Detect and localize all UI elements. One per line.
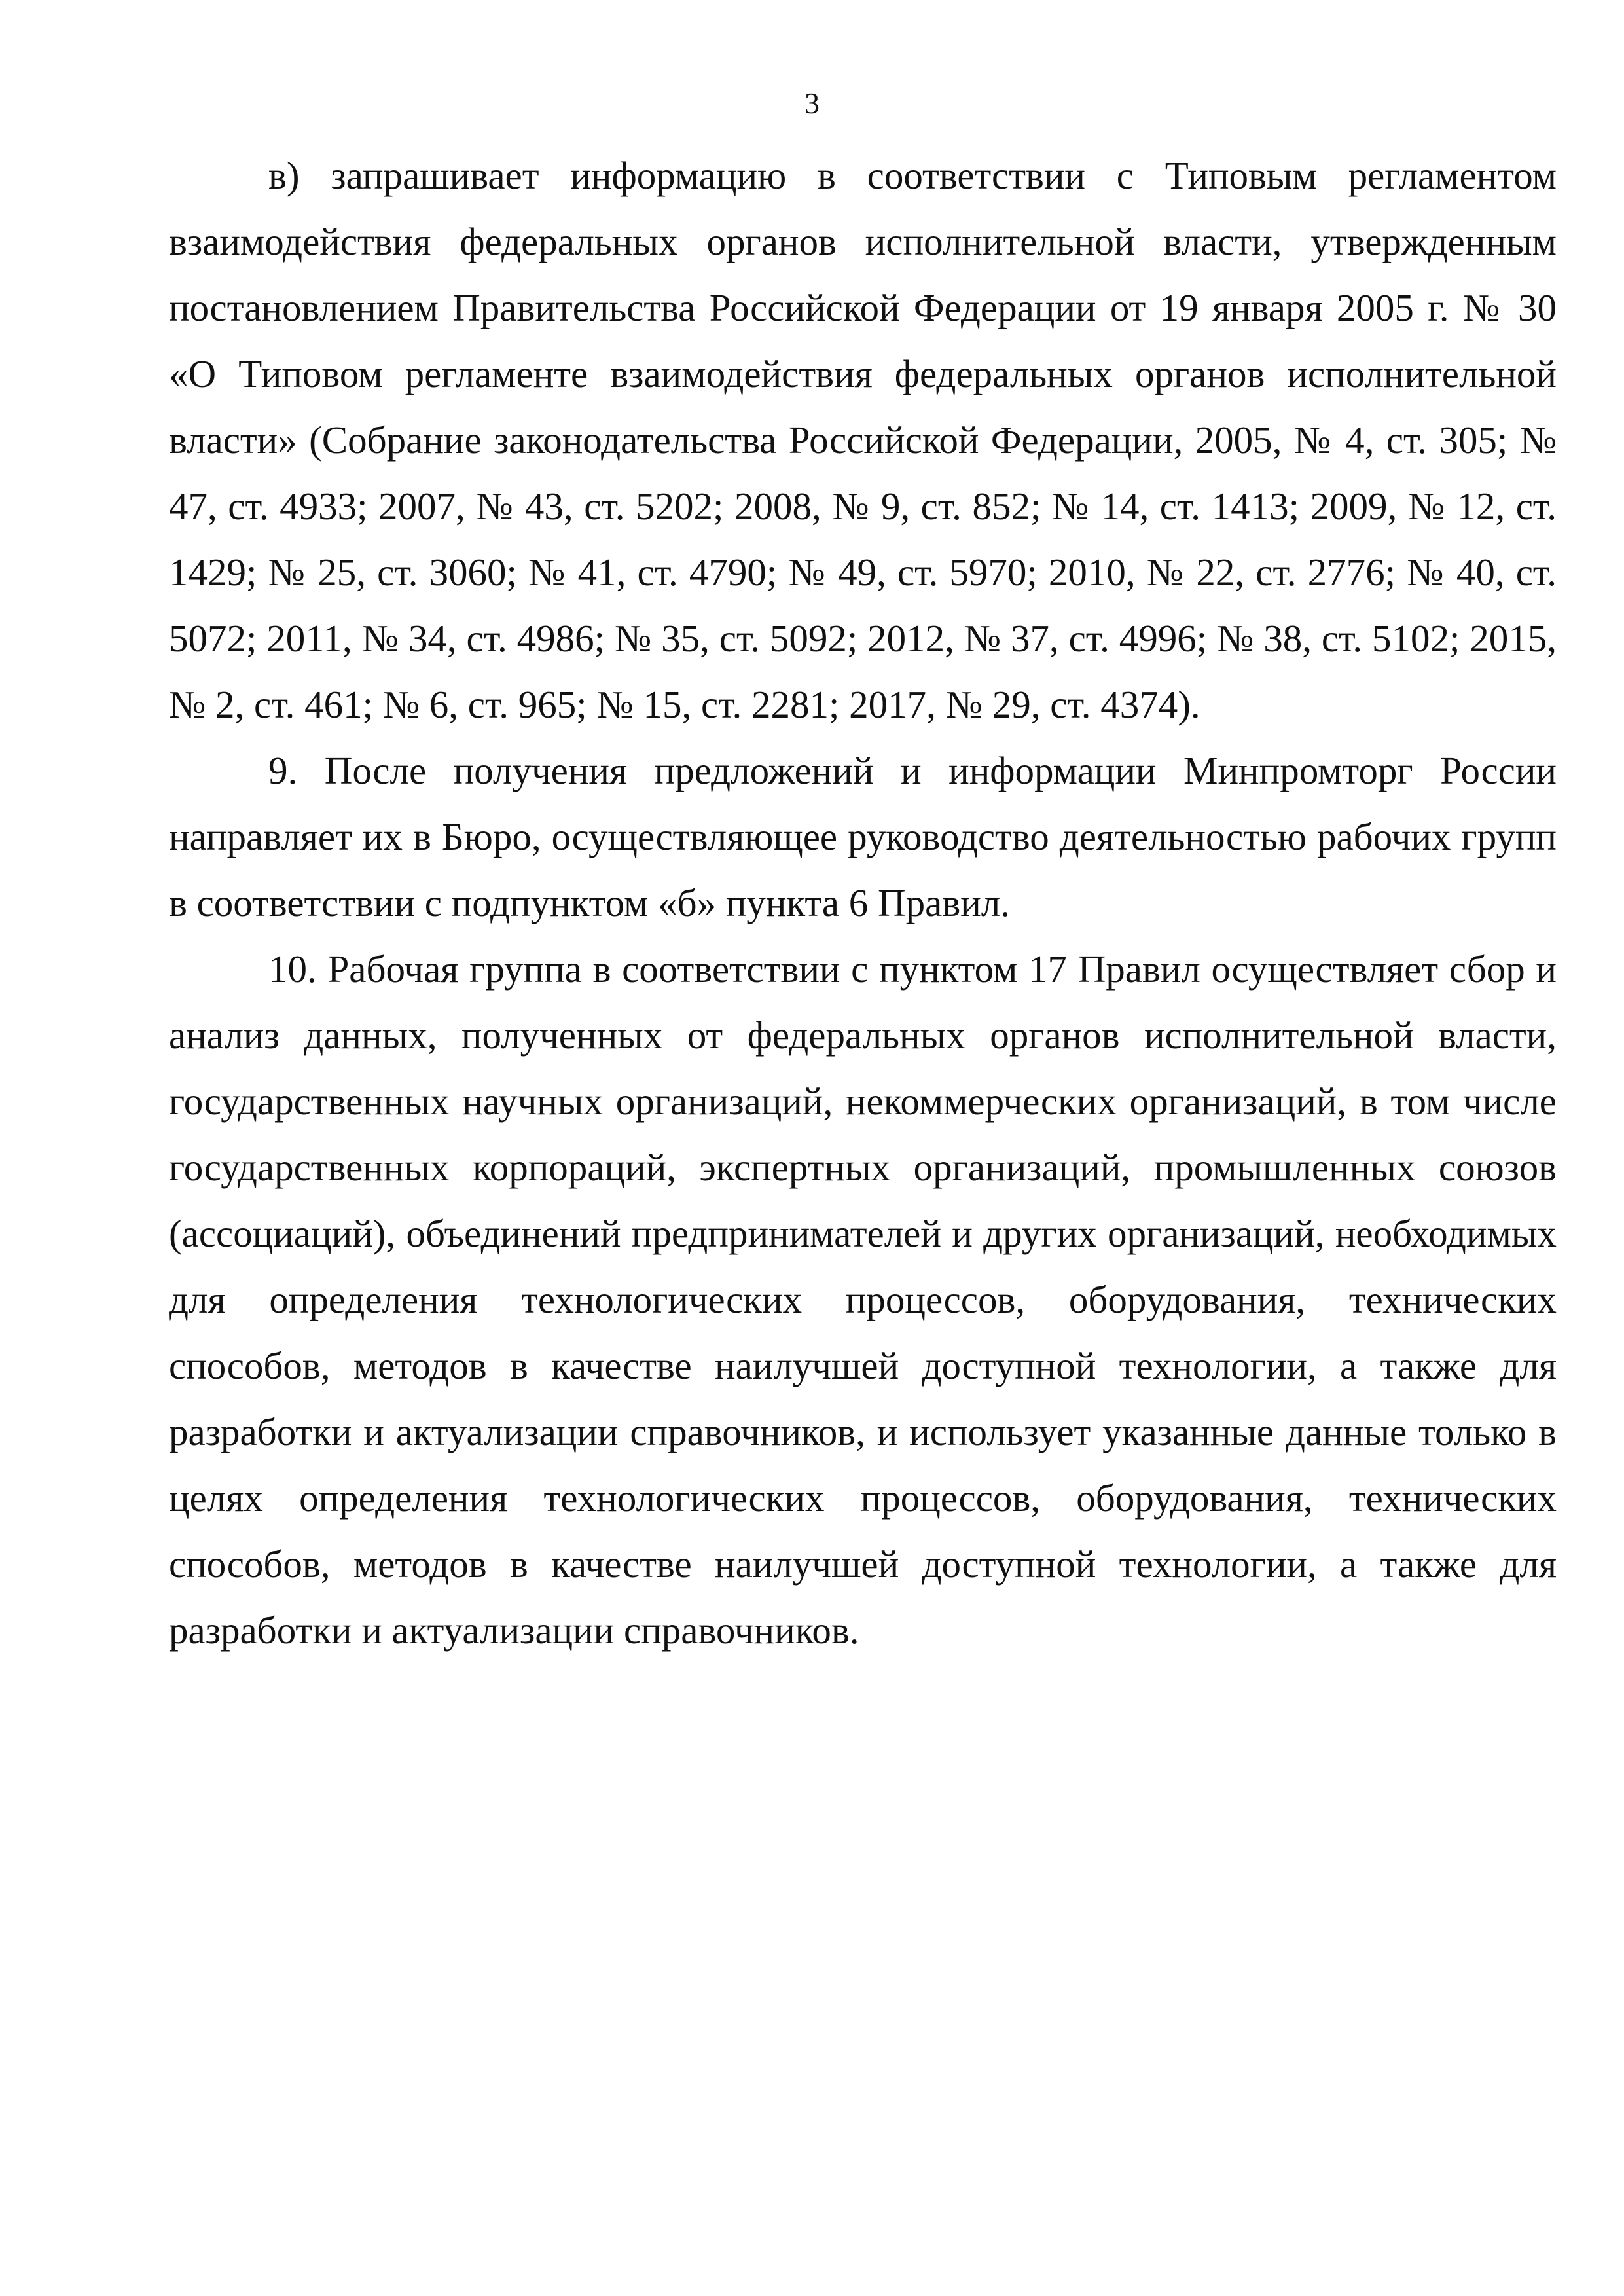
paragraph-item-10: 10. Рабочая группа в соответствии с пунктом 17 Правил осуществляет сбор и анализ данных, полученных от федеральных органов исполнительной власти, государственных научных организаций, некоммерческих организаций, в том числе государственных корпораций, экспертных организаций, промышленных союзов (ассоциаций), объединений предпринимателей и других организаций, необходимых для определения технологических процессов, оборудования, технических способов, методов в качестве наилучшей доступной технологии, а также для разработки и актуализации справочников, и использует указанные данные только в целях определения технологических процессов, оборудования, технических способов, методов в качестве наилучшей доступной технологии, а также для разработки и актуализации справочников. bbox=[169, 947, 1557, 1652]
paragraph-item-9: 9. После получения предложений и информации Минпромторг России направляет их в Бюро, осуществляющее руководство деятельностью рабочих групп в соответствии с подпунктом «б» пункта 6 Правил. bbox=[169, 749, 1557, 924]
paragraph-subitem-v: в) запрашивает информацию в соответствии с Типовым регламентом взаимодействия федеральных органов исполнительной власти, утвержденным постановлением Правительства Российской Федерации от 19 января 2005 г. № 30 «О Типовом регламенте взаимодействия федеральных органов исполнительной власти» (Собрание законодательства Российской Федерации, 2005, № 4, ст. 305; № 47, ст. 4933; 2007, № 43, ст. 5202; 2008, № 9, ст. 852; № 14, ст. 1413; 2009, № 12, ст. 1429; № 25, ст. 3060; № 41, ст. 4790; № 49, ст. 5970; 2010, № 22, ст. 2776; № 40, ст. 5072; 2011, № 34, ст. 4986; № 35, ст. 5092; 2012, № 37, ст. 4996; № 38, ст. 5102; 2015, № 2, ст. 461; № 6, ст. 965; № 15, ст. 2281; 2017, № 29, ст. 4374). bbox=[169, 154, 1557, 726]
page-number: 3 bbox=[804, 86, 820, 120]
document-body bbox=[169, 143, 1557, 1664]
